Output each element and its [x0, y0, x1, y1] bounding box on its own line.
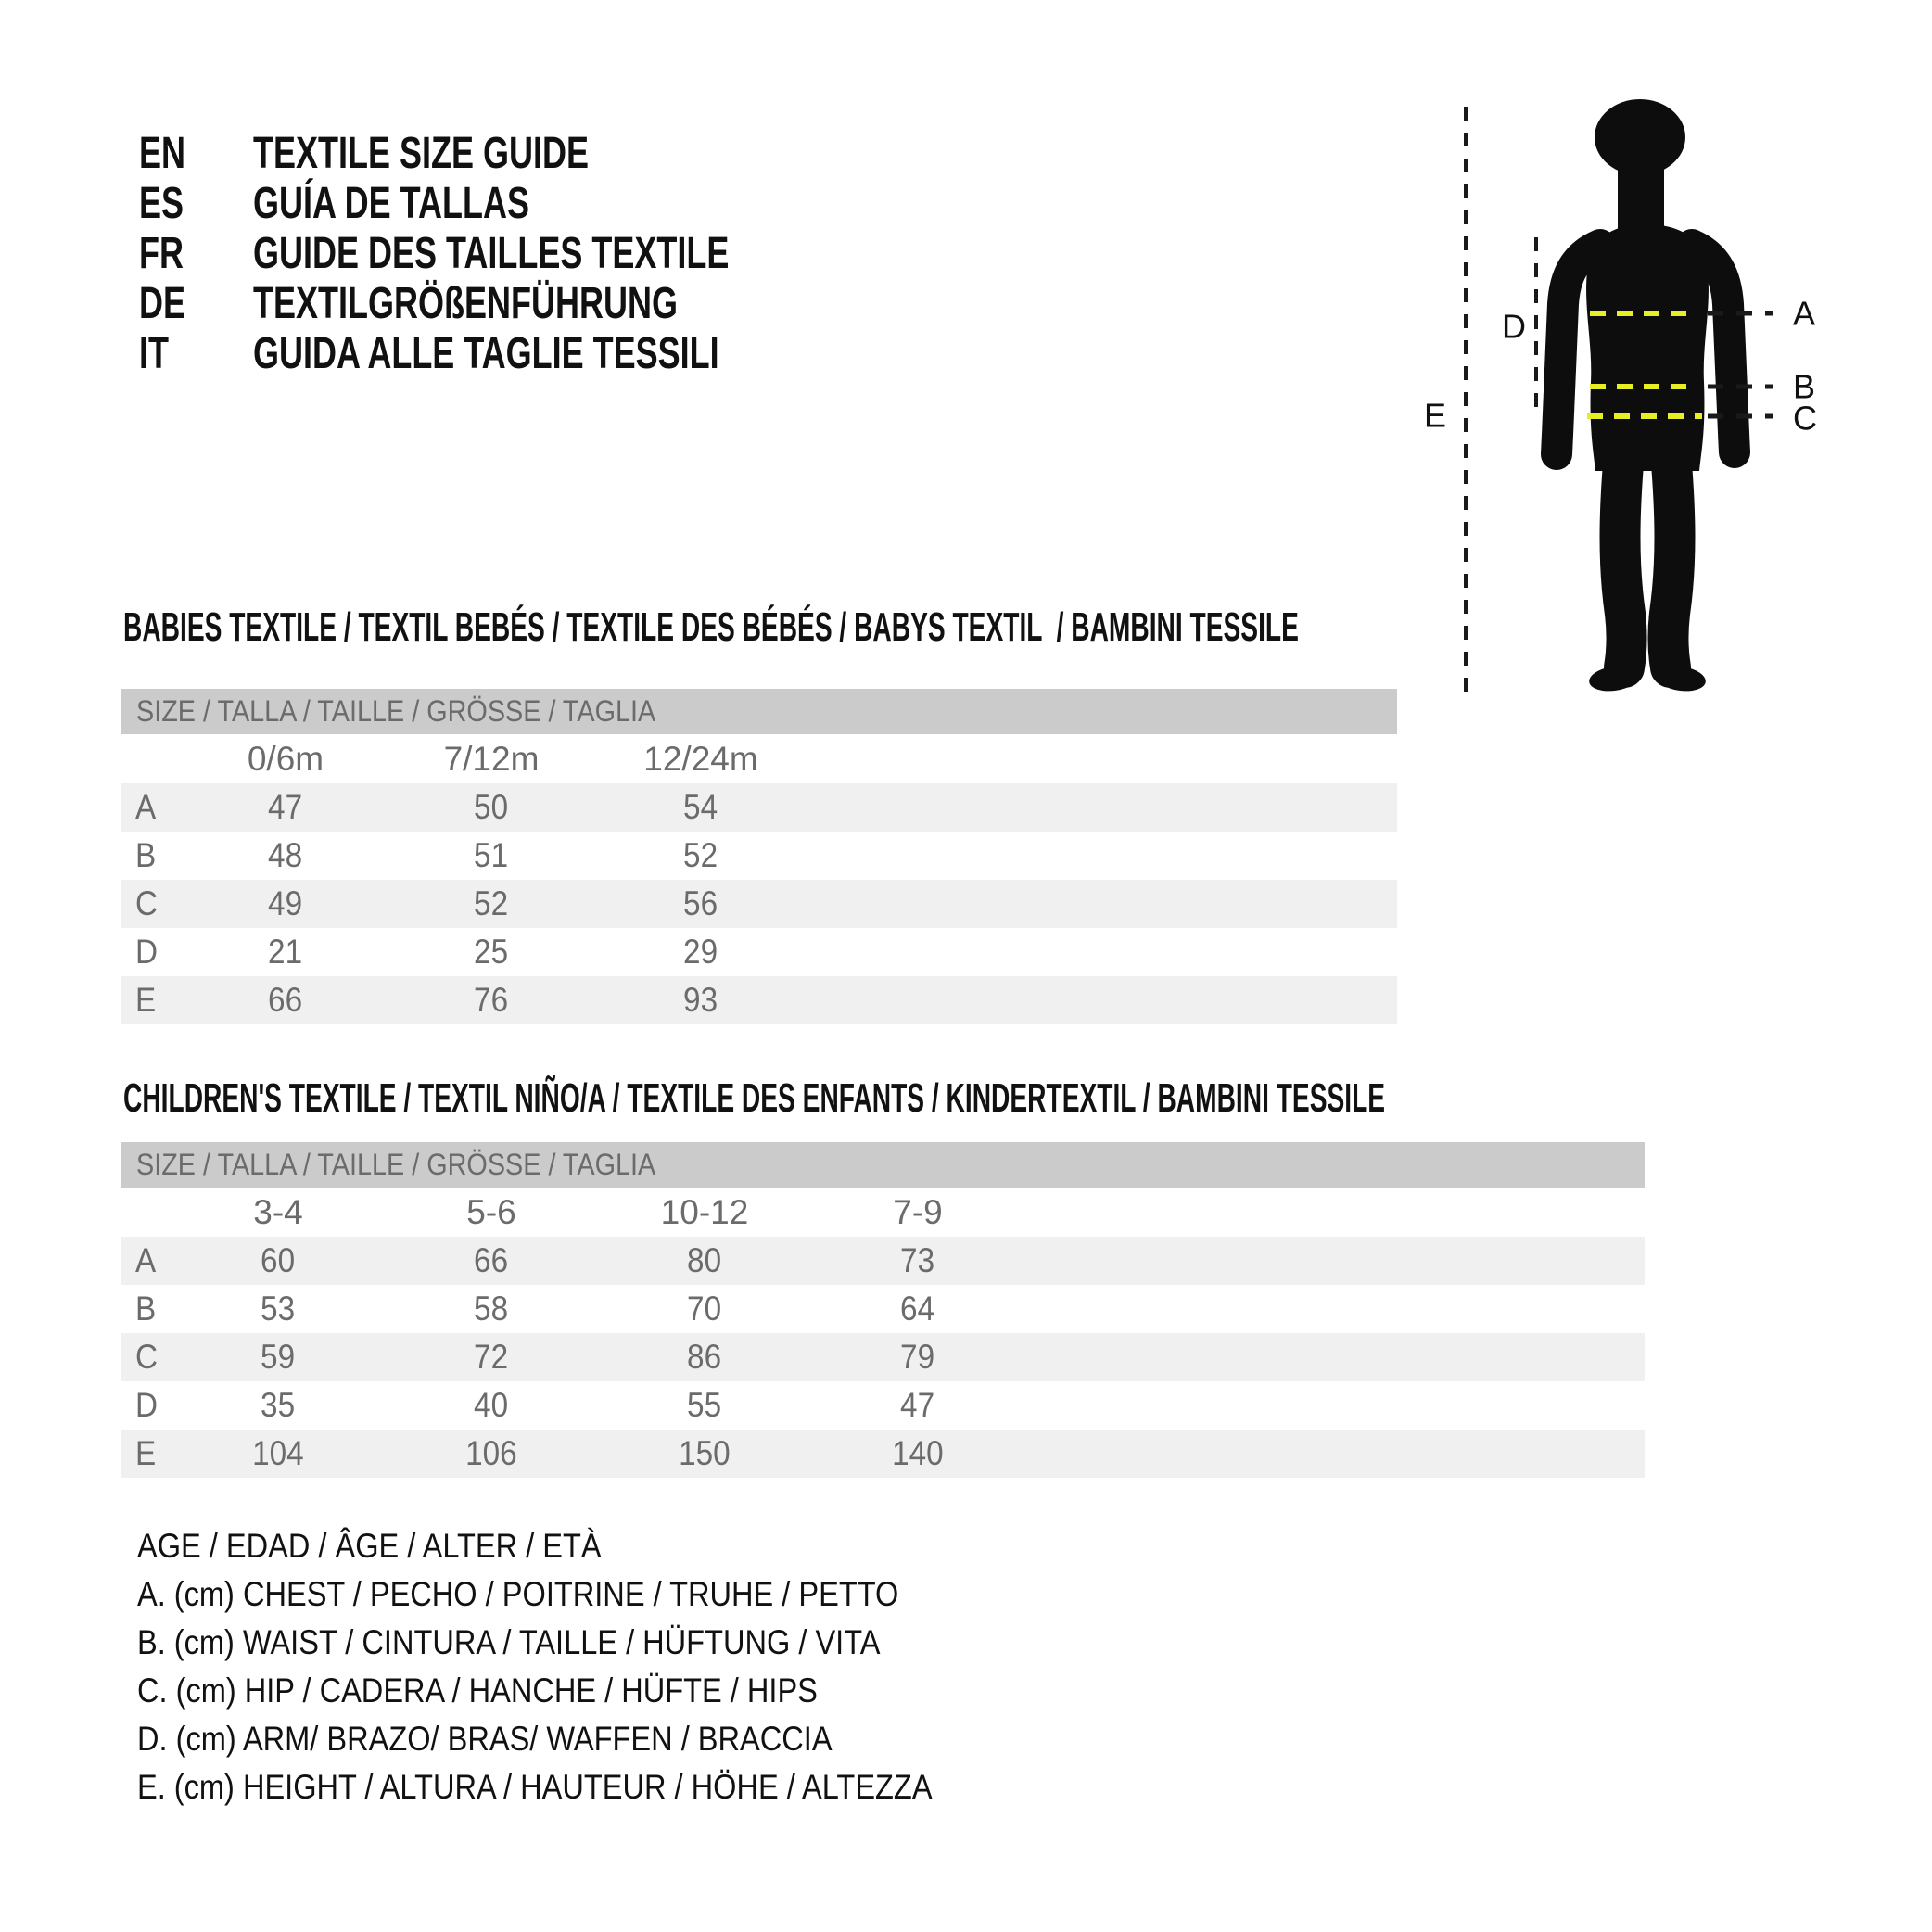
children-heading-text: CHILDREN'S TEXTILE / TEXTIL NIÑO/A / TEXTILE DES ENFANTS / KINDERTEXTIL / BAMBINI TESSILE [123, 1075, 1386, 1121]
column-header: 5-6 [466, 1192, 516, 1231]
lang-code-it: IT [139, 329, 169, 378]
babies-size-bar [121, 689, 1397, 734]
table-cell: 21 [268, 933, 303, 971]
table-cell: 66 [268, 981, 303, 1019]
table-cell: 86 [687, 1338, 722, 1376]
column-header: 3-4 [253, 1192, 303, 1231]
table-cell: 29 [683, 933, 718, 971]
children-size-bar-label: SIZE / TALLA / TAILLE / GRÖSSE / TAGLIA [136, 1148, 656, 1181]
table-cell: 50 [474, 788, 509, 826]
table-cell: 51 [474, 836, 509, 874]
table-row [121, 1430, 1645, 1478]
column-header: 10-12 [660, 1192, 749, 1231]
children-size-bar [121, 1142, 1645, 1188]
title-fr: GUIDE DES TAILLES TEXTILE [253, 229, 730, 278]
lang-code-es: ES [139, 179, 184, 228]
children-size-table [121, 1142, 1645, 1526]
row-label: B [135, 836, 157, 874]
table-cell: 52 [683, 836, 718, 874]
row-label: B [135, 1290, 157, 1328]
table-row [121, 976, 1397, 1024]
row-label: E [135, 1434, 157, 1472]
legend-line-height: E. (cm) HEIGHT / ALTURA / HAUTEUR / HÖHE / ALTEZZA [137, 1768, 933, 1806]
babies-size-table [121, 689, 1397, 1073]
figure-label-hip: C [1793, 399, 1817, 438]
legend-line-hip: C. (cm) HIP / CADERA / HANCHE / HÜFTE / HIPS [137, 1671, 818, 1710]
table-cell: 53 [261, 1290, 296, 1328]
lang-row-it [139, 329, 973, 379]
row-label: A [135, 1241, 157, 1279]
babies-size-bar-label: SIZE / TALLA / TAILLE / GRÖSSE / TAGLIA [136, 694, 656, 728]
table-cell: 47 [268, 788, 303, 826]
table-cell: 40 [474, 1386, 509, 1424]
children-section-heading [123, 1075, 1932, 1121]
babies-heading-text: BABIES TEXTILE / TEXTIL BEBÉS / TEXTILE DES BÉBÉS / BABYS TEXTIL / BAMBINI TESSILE [123, 604, 1299, 650]
figure-label-waist: B [1793, 367, 1816, 406]
table-cell: 150 [679, 1434, 731, 1472]
table-cell: 47 [900, 1386, 935, 1424]
table-cell: 54 [683, 788, 718, 826]
row-label: A [135, 788, 157, 826]
table-cell: 60 [261, 1241, 296, 1279]
figure-label-chest: A [1793, 294, 1816, 333]
title-it: GUIDA ALLE TAGLIE TESSILI [253, 329, 719, 378]
title-de: TEXTILGRÖßENFÜHRUNG [253, 279, 678, 328]
table-cell: 66 [474, 1241, 509, 1279]
lang-code-de: DE [139, 279, 186, 328]
table-cell: 79 [900, 1338, 935, 1376]
lang-row-es [139, 179, 973, 229]
table-row [121, 1237, 1645, 1285]
table-cell: 56 [683, 884, 718, 922]
table-cell: 49 [268, 884, 303, 922]
legend-line-arm: D. (cm) ARM/ BRAZO/ BRAS/ WAFFEN / BRACCIA [137, 1720, 833, 1758]
child-silhouette [1557, 99, 1735, 694]
table-row [121, 832, 1397, 880]
table-cell: 93 [683, 981, 718, 1019]
children-column-headers [121, 1188, 1645, 1237]
table-cell: 48 [268, 836, 303, 874]
table-cell: 52 [474, 884, 509, 922]
table-cell: 73 [900, 1241, 935, 1279]
row-label: D [135, 1386, 159, 1424]
figure-label-height: E [1424, 396, 1447, 435]
table-row [121, 1285, 1645, 1333]
title-es: GUÍA DE TALLAS [253, 179, 529, 228]
table-cell: 80 [687, 1241, 722, 1279]
table-cell: 76 [474, 981, 509, 1019]
table-cell: 59 [261, 1338, 296, 1376]
table-cell: 25 [474, 933, 509, 971]
table-cell: 140 [892, 1434, 944, 1472]
legend-line-waist: B. (cm) WAIST / CINTURA / TAILLE / HÜFTUNG / VITA [137, 1623, 881, 1661]
column-header: 7/12m [443, 739, 540, 778]
table-cell: 64 [900, 1290, 935, 1328]
lang-row-fr [139, 229, 973, 279]
table-row [121, 1381, 1645, 1430]
legend-line-chest: A. (cm) CHEST / PECHO / POITRINE / TRUHE / PETTO [137, 1575, 899, 1613]
silhouette-neck [1618, 153, 1664, 232]
table-row [121, 1333, 1645, 1381]
row-label: C [135, 884, 159, 922]
babies-section-heading [123, 604, 1932, 650]
table-row [121, 783, 1397, 832]
column-header: 0/6m [247, 739, 324, 778]
lang-code-fr: FR [139, 229, 184, 278]
babies-column-headers [121, 734, 1397, 783]
figure-label-arm: D [1502, 307, 1526, 346]
legend-line-age: AGE / EDAD / ÂGE / ALTER / ETÀ [137, 1527, 602, 1565]
lang-row-de [139, 279, 973, 329]
lang-code-en: EN [139, 129, 186, 178]
table-cell: 72 [474, 1338, 509, 1376]
table-cell: 35 [261, 1386, 296, 1424]
row-label: C [135, 1338, 159, 1376]
title-en: TEXTILE SIZE GUIDE [253, 129, 590, 178]
table-row [121, 880, 1397, 928]
table-cell: 106 [465, 1434, 517, 1472]
table-row [121, 928, 1397, 976]
lang-row-en [139, 129, 973, 179]
table-cell: 58 [474, 1290, 509, 1328]
column-header: 12/24m [643, 739, 758, 778]
table-cell: 70 [687, 1290, 722, 1328]
table-cell: 55 [687, 1386, 722, 1424]
row-label: E [135, 981, 157, 1019]
column-header: 7-9 [893, 1192, 943, 1231]
table-cell: 104 [252, 1434, 304, 1472]
row-label: D [135, 933, 159, 971]
